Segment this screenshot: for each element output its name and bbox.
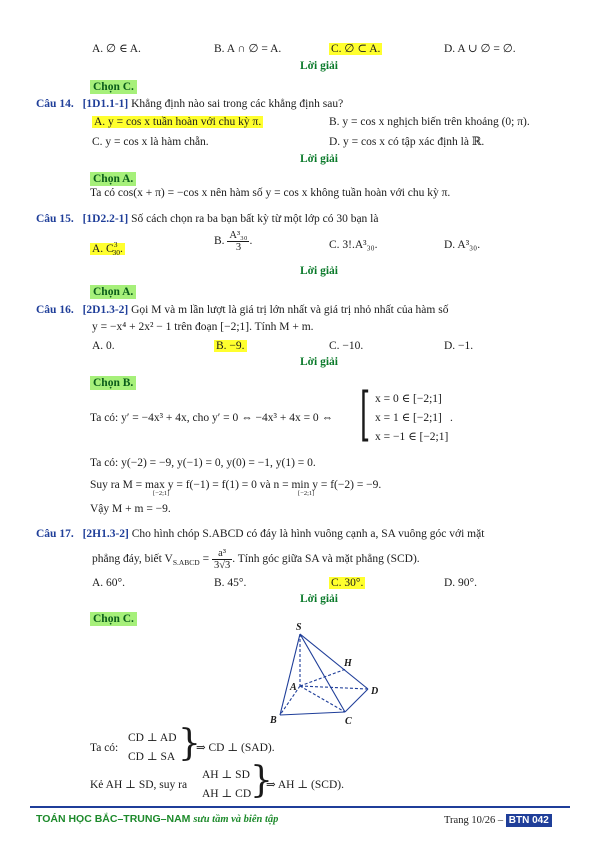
edge-SD [300,634,368,689]
edge-AH [300,669,346,686]
edge-SB [280,634,300,715]
q16-min-domain: [−2;1] [298,490,315,497]
q15-option-b-den: 3 [235,242,242,253]
q16-solution-maxmin: Suy ra M = max y = f(−1) = f(1) = 0 và n = min y = f(−2) = −9. [90,479,382,491]
q17-sol1-line1: CD ⊥ AD [128,732,177,744]
q16-code: [2D1.3-2] [82,304,129,316]
q13-chon: Chọn C. [90,80,137,94]
q15-code: [1D2.2-1] [82,213,129,225]
q16-option-c: C. −10. [329,340,364,352]
q17-sol2-pre: Kẻ AH ⊥ SD, suy ra [90,779,188,791]
q13-loigiai: Lời giải [300,60,338,72]
q17-volume-fraction [212,548,232,571]
q16-answer-badge [90,373,136,391]
label-B: B [270,715,277,726]
q14-answer-badge [90,169,136,187]
q16-option-d: D. −1. [444,340,474,352]
q16-stem-line2: y = −x⁴ + 2x² − 1 trên đoạn [−2;1]. Tính M + m. [92,321,314,333]
label-D: D [371,686,379,697]
q13-option-b: B. A ∩ ∅ = A. [214,43,282,55]
q17-code: [2H1.3-2] [82,528,129,540]
q15-text: Số cách chọn ra ba bạn bất kỳ từ một lớp có 30 bạn là [131,213,379,225]
q13-option-d: D. A ∪ ∅ = ∅. [444,43,516,55]
q15-option-b: B. $\frac{\text{A³₃₀}}{3}$ . [214,230,253,253]
q16-option-b-text: B. −9. [216,340,245,352]
q14-label: Câu 14. [36,98,74,110]
q13-answer-badge [90,77,137,95]
q16-case-dot: . [450,412,453,424]
q17-volume-den: 3√3 [213,560,231,571]
q16-option-a: A. 0. [92,340,115,352]
q17-option-b: B. 45°. [214,577,247,589]
footer-badge: BTN 042 [506,814,552,827]
q15-option-a-sup: 3 [113,240,118,249]
edge-AD [300,686,368,689]
q17-stem-line2: phẳng đáy, biết $V_{S.ABCD}$ = $\frac{\text{a³}}{3√3}$ . Tính góc giữa SA và mặt phẳng (SCD). [92,548,420,571]
q17-sol2-line1: AH ⊥ SD [202,769,250,781]
q17-sol2-line2: AH ⊥ CD [202,788,252,800]
q15-option-a-highlight: A. $C^3_{30}$. [92,240,123,257]
edge-SC [300,634,345,712]
q17-option-c-text: C. 30°. [331,577,364,589]
q15-option-b-num: A³₃₀ [229,230,248,241]
label-C: C [345,716,352,727]
q14-option-a-text: A. y = cos x tuần hoàn với chu kỳ π. [94,116,262,128]
q15-option-a [90,238,125,260]
q14-code: [1D1.1-1] [82,98,129,110]
q14-option-d: D. y = cos x có tập xác định là ℝ. [329,136,485,148]
pyramid-figure [260,620,390,730]
q16-case-3: x = −1 ∈ [−2;1] [375,431,449,443]
q16-max-domain: [−2;1] [153,490,170,497]
q17-volume-num: a³ [212,548,232,560]
edge-BC [280,712,345,715]
footer-page [444,814,552,828]
q13-option-c [329,42,382,56]
q16-chon: Chọn B. [90,376,136,390]
q17-sol2-post: ⇒ AH ⊥ (SCD). [266,779,344,791]
q16-case-1: x = 0 ∈ [−2;1] [375,393,442,405]
q15-answer-badge [90,282,136,300]
q14-text: Khẳng định nào sai trong các khẳng định sau? [131,98,344,110]
q16-label: Câu 16. [36,304,74,316]
q16-stem-line1 [36,303,448,317]
q17-text2b: . Tính góc giữa SA và mặt phẳng (SCD). [232,553,420,566]
q17-sol1-line2: CD ⊥ SA [128,751,176,763]
label-A: A [290,682,297,693]
q14-option-a [92,115,263,129]
q17-option-d: D. 90°. [444,577,478,589]
q17-option-a: A. 60°. [92,577,126,589]
q15-option-a-sub: 30 [112,248,120,257]
q16-option-b [214,339,247,353]
edge-AC [300,686,345,712]
q17-stem-line1 [36,527,484,541]
q17-sol1-post: ⇒ CD ⊥ (SAD). [196,742,275,754]
q17-label: Câu 17. [36,528,74,540]
footer-title [36,813,278,825]
q14-solution: Ta có cos(x + π) = −cos x nên hàm số y = cos x không tuần hoàn với chu kỳ π. [90,187,451,199]
q16-text1: Gọi M và m lần lượt là giá trị lớn nhất và giá trị nhỏ nhất của hàm số [131,304,449,316]
q16-solution-final: Vậy M + m = −9. [90,503,171,515]
q17-sol2-brace: } [250,760,273,801]
q17-chon: Chọn C. [90,612,137,626]
q16-loigiai: Lời giải [300,356,338,368]
q16-solution-values: Ta có: y(−2) = −9, y(−1) = 0, y(0) = −1, y(1) = 0. [90,457,316,469]
q17-answer-badge [90,609,137,627]
q17-text1: Cho hình chóp S.ABCD có đáy là hình vuông cạnh a, SA vuông góc với mặt [131,528,485,540]
q15-chon: Chọn A. [90,285,136,299]
q14-loigiai: Lời giải [300,153,338,165]
q17-sol1-brace: } [178,723,201,764]
q13-option-c-text: C. ∅ ⊂ A. [331,43,381,55]
q17-option-c [329,576,365,590]
q15-stem [36,212,378,226]
q17-sol1-pre: Ta có: [90,742,119,754]
footer-title-main: TOÁN HỌC BẮC–TRUNG–NAM [36,813,191,825]
edge-CD [345,689,368,712]
footer-page-number: Trang 10/26 – [444,815,504,826]
q15-label: Câu 15. [36,213,74,225]
q17-loigiai: Lời giải [300,593,338,605]
q17-volume-sub: S.ABCD [172,558,200,568]
q14-stem [36,97,343,111]
q15-option-b-fraction [227,230,249,253]
q17-text2a: phẳng đáy, biết V [92,553,173,566]
q16-solution-derivative: Ta có: y′ = −4x³ + 4x, cho y′ = 0 ⇔ −4x³ + 4x = 0 ⇔ [90,412,334,424]
q14-option-b: B. y = cos x nghịch biến trên khoảng (0; π). [329,116,530,128]
footer-rule [30,806,570,808]
q13-option-a: A. ∅ ∈ A. [92,43,141,55]
q16-bracket: [ [360,380,371,448]
q16-case-2: x = 1 ∈ [−2;1] [375,412,442,424]
q15-option-c: C. 3!.A³₃₀. [329,239,378,251]
q14-option-c: C. y = cos x là hàm chẵn. [92,136,209,148]
label-S: S [296,622,302,633]
footer-title-italic: sưu tầm và biên tập [193,814,279,825]
q14-chon: Chọn A. [90,172,136,186]
q15-option-a-prefix: A. C [92,243,114,255]
label-H: H [344,658,352,669]
q15-loigiai: Lời giải [300,265,338,277]
q15-option-b-prefix: B. [214,235,225,248]
q15-option-d: D. A³₃₀. [444,239,481,251]
